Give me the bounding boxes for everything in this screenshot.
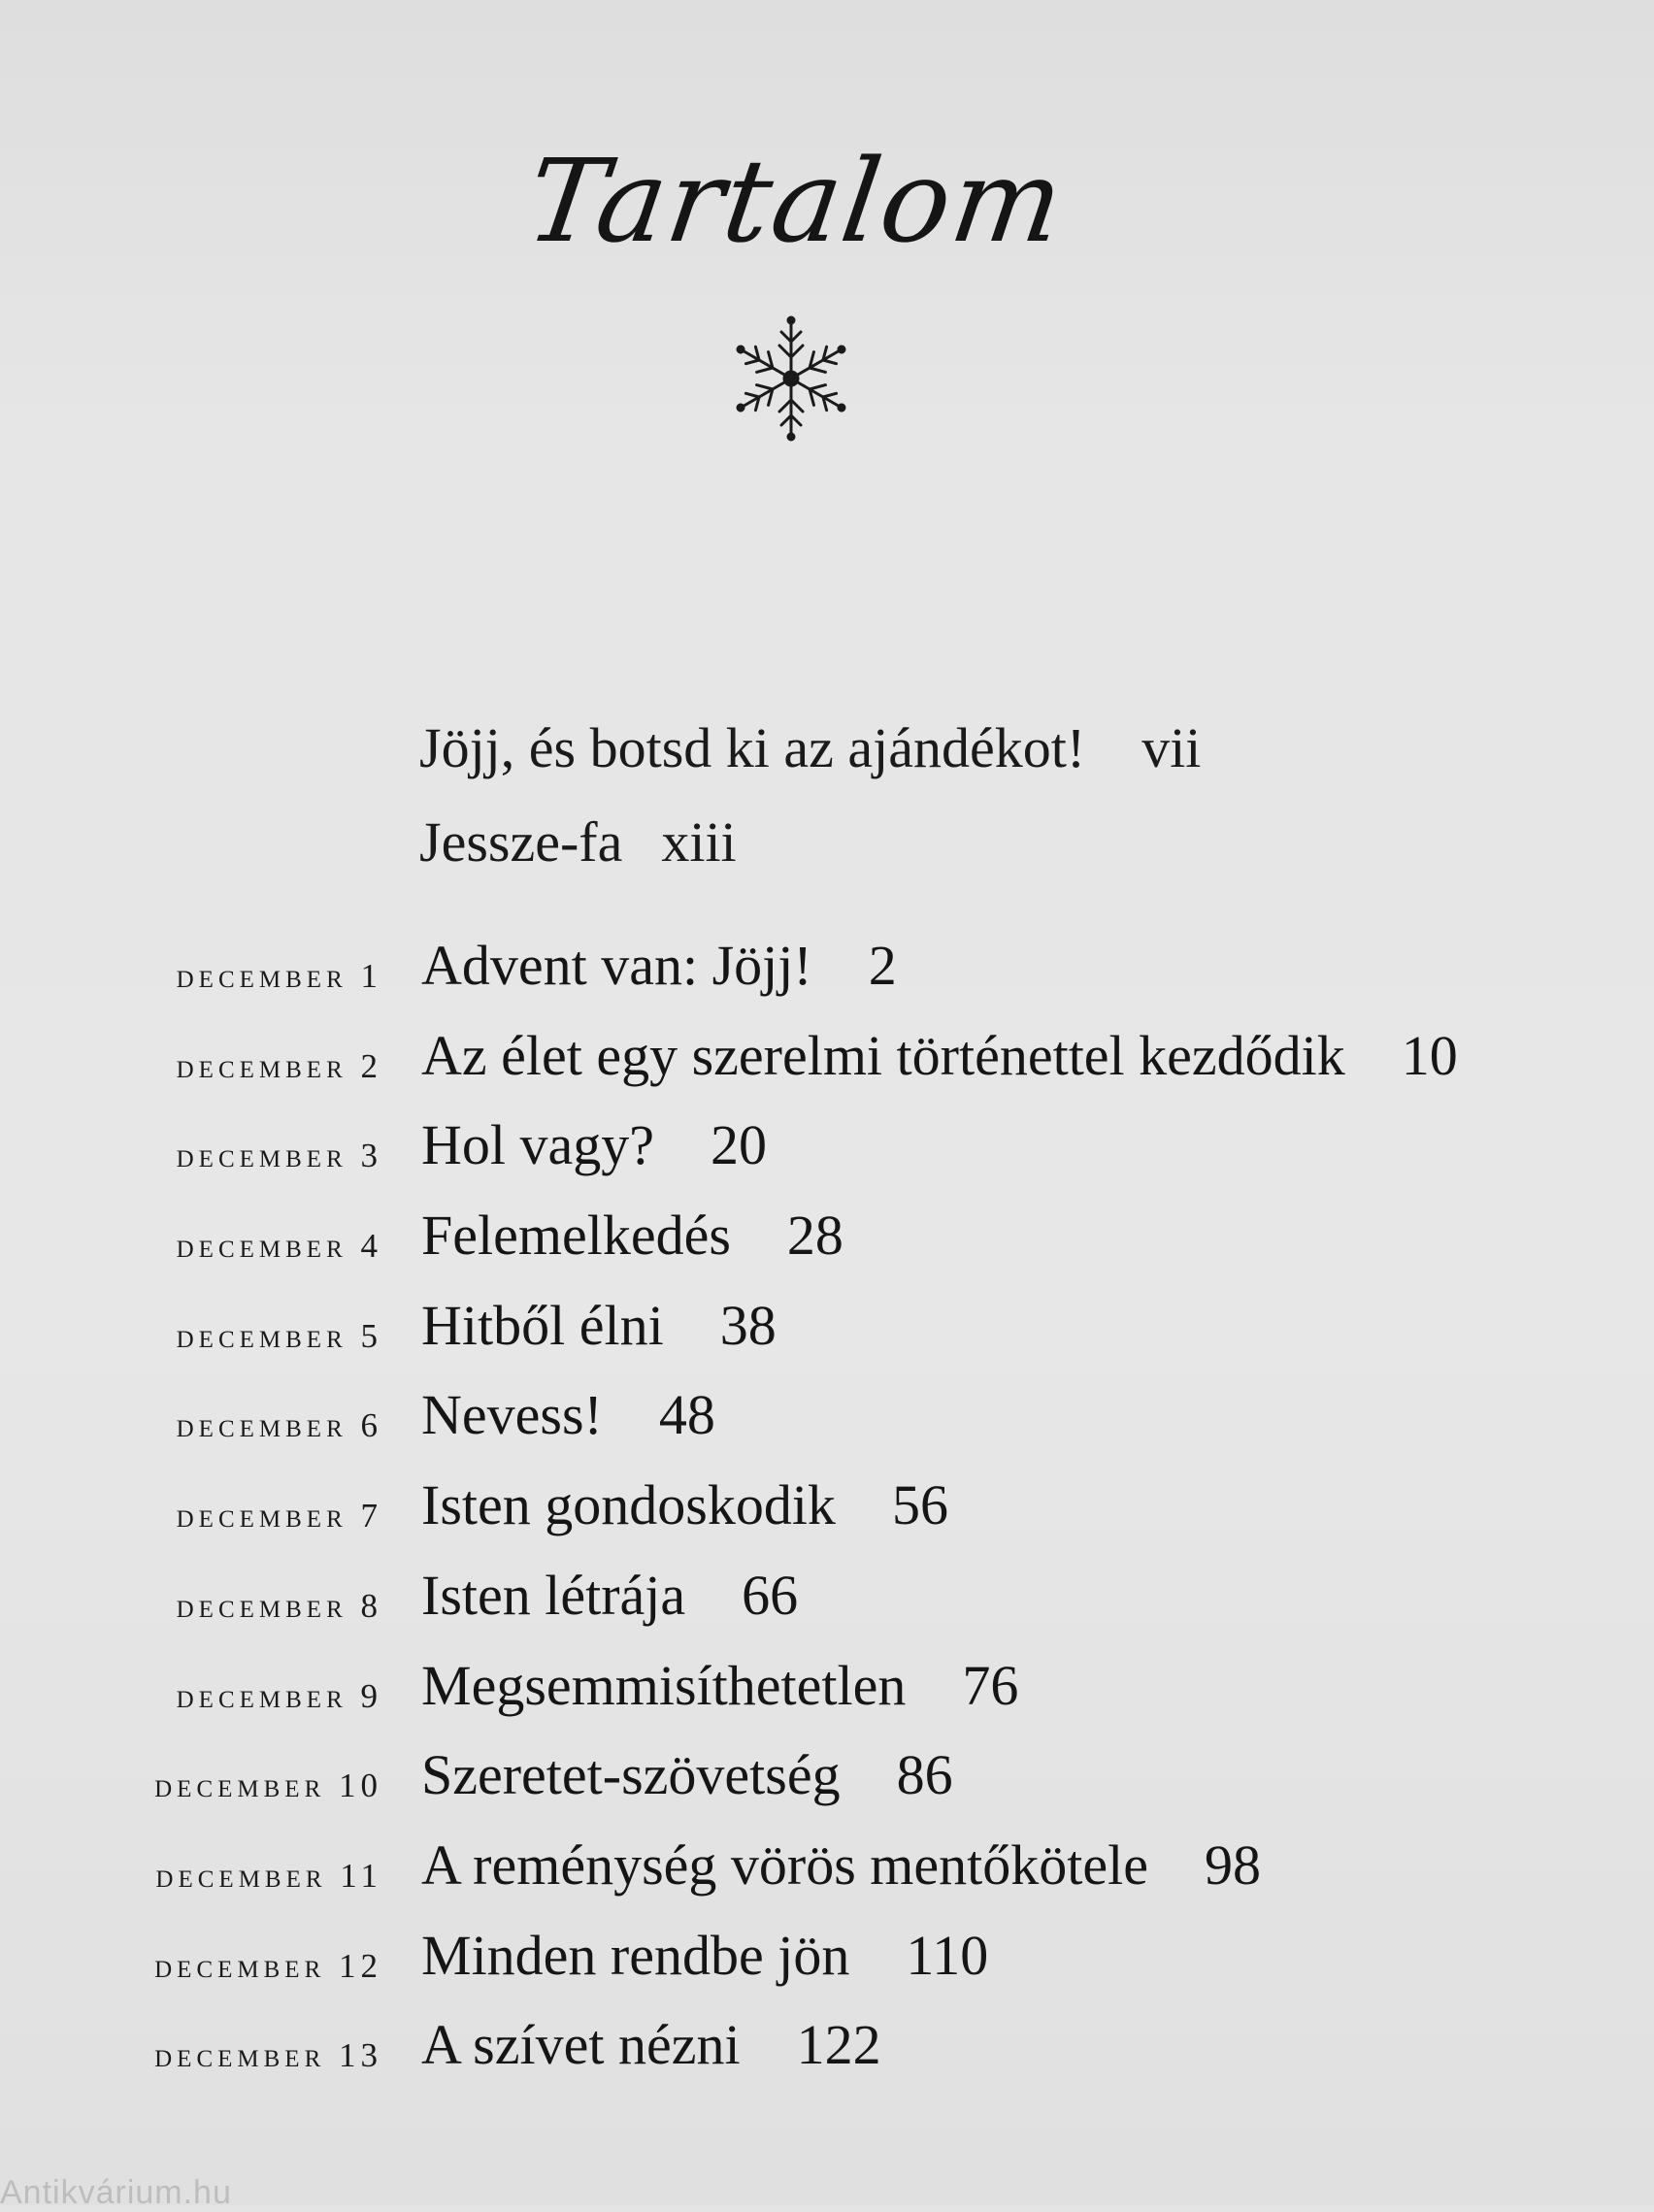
toc-page-number: 10 (1401, 1023, 1458, 1087)
toc-date-label: december 6 (176, 1406, 382, 1445)
watermark: Antikvárium.hu (0, 2174, 232, 2211)
front-matter-item (419, 795, 1201, 889)
toc-entry (0, 1648, 1654, 1738)
toc-date-label: december 4 (176, 1227, 382, 1266)
toc-title: Advent van: Jöjj! (421, 934, 812, 997)
front-matter-page: vii (1141, 716, 1202, 779)
front-matter-page: xiii (661, 810, 737, 874)
toc-date-label: december 9 (176, 1676, 382, 1715)
toc-title: A reménység vörös mentőkötele (421, 1832, 1148, 1897)
toc-entry (0, 1107, 1654, 1198)
toc-title: A szívet nézni (421, 2013, 741, 2077)
toc-title: Hitből élni (421, 1293, 664, 1357)
toc-date-label: december 5 (176, 1316, 382, 1355)
toc-page-number: 76 (962, 1653, 1019, 1717)
toc-page-number: 110 (906, 1923, 989, 1987)
toc-page-number: 38 (719, 1293, 777, 1357)
toc-entry (0, 1198, 1654, 1288)
toc-date-label: december 7 (176, 1497, 382, 1535)
toc-entry (0, 1288, 1654, 1378)
toc-entry (0, 1377, 1654, 1468)
front-matter-title: Jessze-fa (419, 810, 623, 874)
toc-date-label: december 1 (176, 957, 382, 995)
front-matter-list (419, 701, 1201, 889)
toc-date-label: december 2 (176, 1046, 382, 1085)
toc-title: Nevess! (421, 1383, 603, 1447)
contents-list (0, 928, 1654, 2097)
toc-page-number: 66 (742, 1563, 799, 1627)
toc-entry (0, 928, 1654, 1018)
toc-entry (0, 1468, 1654, 1558)
toc-entry (0, 1828, 1654, 1918)
toc-entry (0, 1918, 1654, 2008)
toc-date-label: december 12 (154, 1946, 382, 1985)
toc-title: Isten gondoskodik (421, 1473, 836, 1537)
toc-page-number: 56 (891, 1473, 948, 1537)
toc-title: Az élet egy szerelmi történettel kezdődik (421, 1023, 1345, 1087)
toc-page-number: 122 (796, 2013, 881, 2077)
toc-title: Felemelkedés (421, 1204, 731, 1268)
snowflake-ornament-icon (728, 315, 854, 442)
toc-page-number: 98 (1205, 1832, 1261, 1897)
front-matter-item (419, 701, 1201, 795)
page-title: Tartalom (518, 134, 1074, 268)
front-matter-title: Jöjj, és botsd ki az ajándékot! (419, 716, 1086, 779)
toc-page-number: 28 (786, 1204, 844, 1268)
toc-title: Minden rendbe jön (421, 1923, 850, 1987)
toc-page-number: 48 (658, 1383, 715, 1447)
toc-entry (0, 1018, 1654, 1108)
toc-entry (0, 1737, 1654, 1828)
toc-page-number: 20 (711, 1113, 767, 1177)
toc-title: Szeretet-szövetség (421, 1743, 841, 1807)
toc-title: Megsemmisíthetetlen (421, 1653, 907, 1717)
toc-title: Isten létrája (421, 1563, 686, 1627)
toc-date-label: december 13 (154, 2036, 382, 2075)
toc-page-number: 2 (868, 934, 897, 997)
toc-entry (0, 2007, 1654, 2097)
toc-date-label: december 8 (176, 1586, 382, 1625)
toc-date-label: december 3 (176, 1137, 382, 1175)
toc-date-label: december 11 (155, 1856, 382, 1895)
toc-date-label: december 10 (154, 1766, 382, 1805)
toc-entry (0, 1558, 1654, 1648)
toc-title: Hol vagy? (421, 1113, 654, 1177)
toc-page-number: 86 (896, 1743, 953, 1807)
